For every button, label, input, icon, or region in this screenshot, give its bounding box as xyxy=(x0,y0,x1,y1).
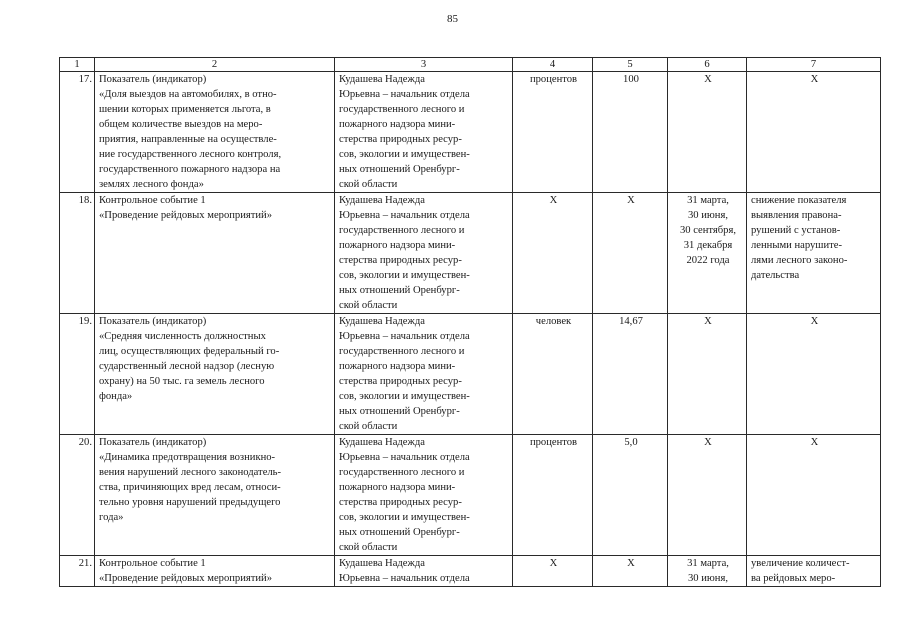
responsible-person: Кудашева Надежда Юрьевна – начальник отдела государственного лесного и пожарного надзора мини- стерства природных ресур- сов, экологии и имуществен- ных отношений Оренбург- ской области xyxy=(339,74,470,190)
deadline-cell: Х xyxy=(704,74,712,85)
result-cell: Х xyxy=(810,316,819,327)
report-table xyxy=(59,57,881,587)
deadline-cell: Х xyxy=(704,437,712,448)
column-header: 1 xyxy=(60,58,95,72)
deadline-cell: Х xyxy=(704,316,712,327)
table-row xyxy=(60,556,881,587)
value-cell: Х xyxy=(627,195,635,206)
header-row xyxy=(60,58,881,72)
column-header: 6 xyxy=(668,58,747,72)
column-header: 2 xyxy=(95,58,335,72)
row-number: 21. xyxy=(78,558,92,569)
column-header: 5 xyxy=(593,58,668,72)
result-cell: увеличение количест- ва рейдовых меро- xyxy=(751,558,850,584)
table-row xyxy=(60,193,881,314)
page-number: 85 xyxy=(447,13,458,25)
row-number: 18. xyxy=(78,195,92,206)
indicator-name: Показатель (индикатор) «Динамика предотвращения возникно- вения нарушений лесного законодатель- ства, причиняющих вред лесам, относи- тельно уровня нарушений предыдущего года» xyxy=(99,437,282,523)
row-number: 19. xyxy=(78,316,92,327)
column-header: 3 xyxy=(335,58,513,72)
column-header: 4 xyxy=(513,58,593,72)
result-cell: Х xyxy=(810,437,819,448)
deadline-cell: 31 марта, 30 июня, xyxy=(687,558,729,584)
indicator-name: Показатель (индикатор) «Средняя численность должностных лиц, осуществляющих федеральный го- сударственный лесной надзор (лесную охрану) на 50 тыс. га земель лесного фонда» xyxy=(99,316,280,402)
table-row xyxy=(60,435,881,556)
result-cell: снижение показателя выявления правона- рушений с установ- ленными нарушите- лями лесного законо- дательства xyxy=(751,195,848,281)
unit-cell: процентов xyxy=(529,74,578,85)
value-cell: Х xyxy=(627,558,635,569)
value-cell: 14,67 xyxy=(619,316,643,327)
table-row xyxy=(60,314,881,435)
responsible-person: Кудашева Надежда Юрьевна – начальник отдела xyxy=(339,558,470,584)
table-row xyxy=(60,72,881,193)
indicator-name: Контрольное событие 1 «Проведение рейдовых мероприятий» xyxy=(99,558,273,584)
responsible-person: Кудашева Надежда Юрьевна – начальник отдела государственного лесного и пожарного надзора мини- стерства природных ресур- сов, экологии и имуществен- ных отношений Оренбург- ской области xyxy=(339,316,470,432)
row-number: 20. xyxy=(78,437,92,448)
value-cell: 5,0 xyxy=(624,437,638,448)
unit-cell: человек xyxy=(535,316,572,327)
value-cell: 100 xyxy=(623,74,639,85)
unit-cell: Х xyxy=(549,195,558,206)
responsible-person: Кудашева Надежда Юрьевна – начальник отдела государственного лесного и пожарного надзора мини- стерства природных ресур- сов, экологии и имуществен- ных отношений Оренбург- ской области xyxy=(339,437,470,553)
indicator-name: Показатель (индикатор) «Доля выездов на автомобилях, в отно- шении которых применяется льгота, в общем количестве выездов на меро- приятия, направленные на осуществле- ние государственного лесного контроля, государственного пожарного надзора на землях лесного фонда» xyxy=(99,74,282,190)
row-number: 17. xyxy=(78,74,92,85)
deadline-cell: 31 марта, 30 июня, 30 сентября, 31 декабря 2022 года xyxy=(679,195,736,266)
result-cell: Х xyxy=(810,74,819,85)
unit-cell: Х xyxy=(549,558,558,569)
indicator-name: Контрольное событие 1 «Проведение рейдовых мероприятий» xyxy=(99,195,273,221)
responsible-person: Кудашева Надежда Юрьевна – начальник отдела государственного лесного и пожарного надзора мини- стерства природных ресур- сов, экологии и имуществен- ных отношений Оренбург- ской области xyxy=(339,195,470,311)
column-header: 7 xyxy=(747,58,881,72)
unit-cell: процентов xyxy=(529,437,578,448)
